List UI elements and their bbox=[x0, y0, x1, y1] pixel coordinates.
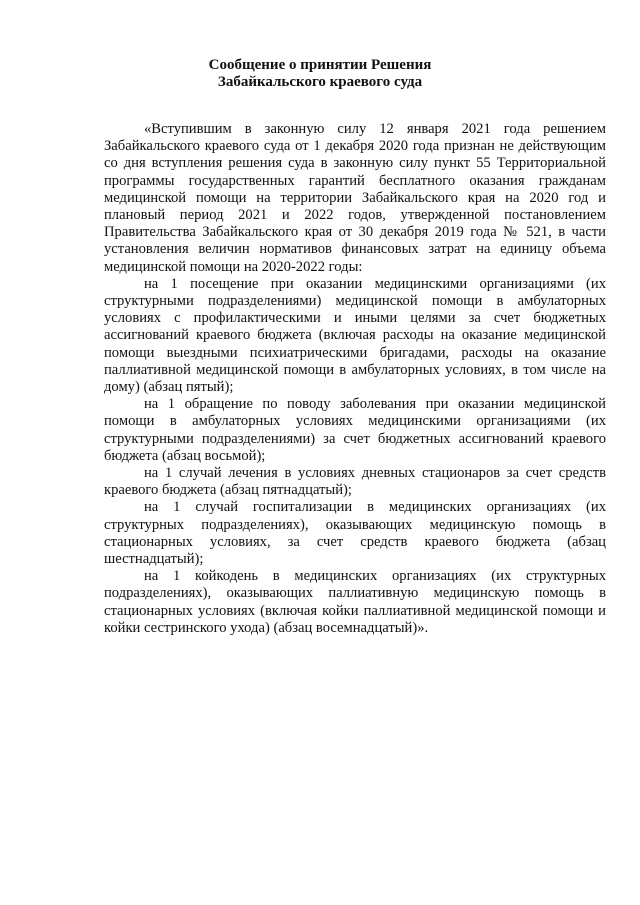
paragraph-item-bed-day: на 1 койкодень в медицинских организациях (их структурных подразделениях), оказывающих паллиативную медицинскую помощь в стационарных условиях (включая койки паллиативной медицинской помощи и койки сестринского ухода) (абзац восемнадцатый)». bbox=[104, 568, 606, 636]
paragraph-item-visit: на 1 посещение при оказании медицинскими организациями (их структурными подразделениями) медицинской помощи в амбулаторных условиях с профилактическими и иными целями за счет бюджетных ассигнований краевого бюджета (включая расходы на оказание медицинской помощи выездными психиатрическими бригадами, расходы на оказание паллиативной медицинской помощи в амбулаторных условиях, в том числе на дому) (абзац пятый); bbox=[104, 275, 606, 396]
paragraph-intro: «Вступившим в законную силу 12 января 2021 года решением Забайкальского краевого суда от 1 декабря 2020 года признан не действующим со дня вступления решения суда в законную силу пункт 55 Территориальной программы государственных гарантий бесплатного оказания гражданам медицинской помощи на территории Забайкальского края на 2020 год и плановый период 2021 и 2022 годов, утвержденной постановлением Правительства Забайкальского края от 30 декабря 2019 года № 521, в части установления величин нормативов финансовых затрат на единицу объема медицинской помощи на 2020-2022 годы: bbox=[104, 121, 606, 275]
document-title bbox=[0, 57, 640, 91]
paragraph-item-appeal: на 1 обращение по поводу заболевания при оказании медицинской помощи в амбулаторных условиях медицинскими организациями (их структурными подразделениями) за счет бюджетных ассигнований краевого бюджета (абзац восьмой); bbox=[104, 396, 606, 464]
title-line-1: Сообщение о принятии Решения bbox=[208, 57, 432, 73]
paragraph-item-day-hospital: на 1 случай лечения в условиях дневных стационаров за счет средств краевого бюджета (абзац пятнадцатый); bbox=[104, 465, 606, 499]
title-line-2: Забайкальского краевого суда bbox=[217, 74, 423, 90]
document-body bbox=[104, 121, 606, 637]
paragraph-item-hospitalization: на 1 случай госпитализации в медицинских организациях (их структурных подразделениях), оказывающих медицинскую помощь в стационарных условиях, за счет средств краевого бюджета (абзац шестнадцатый); bbox=[104, 499, 606, 568]
